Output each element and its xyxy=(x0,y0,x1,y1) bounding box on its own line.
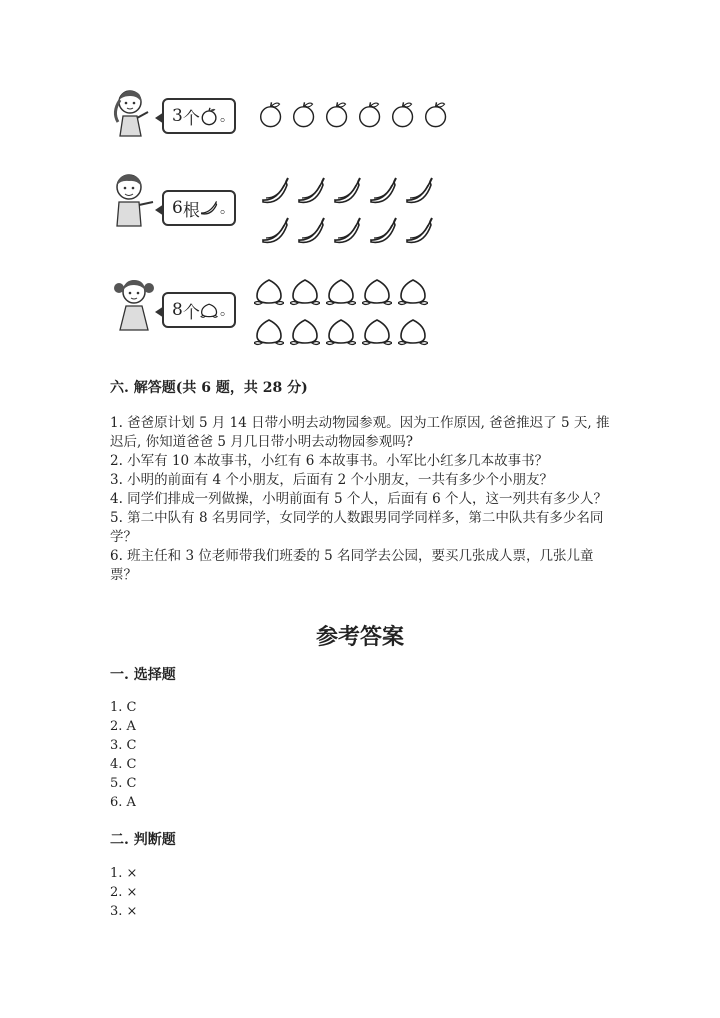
bubble-period: 。 xyxy=(220,303,234,319)
banana-icon xyxy=(368,214,398,246)
banana-group xyxy=(260,174,434,246)
answer-item: 5. C xyxy=(110,776,137,791)
apple-icon xyxy=(357,98,384,130)
peach-icon xyxy=(398,316,428,348)
answer-item: 1. × xyxy=(110,866,138,881)
answer-item: 2. × xyxy=(110,885,138,900)
peach-icon xyxy=(254,316,284,348)
count-bubble xyxy=(162,190,236,226)
answer-item: 6. A xyxy=(110,795,136,810)
peach-icon xyxy=(398,276,428,308)
bubble-count: 8 xyxy=(172,300,183,320)
bubble-period: 。 xyxy=(220,109,234,125)
apple-icon xyxy=(200,106,218,126)
answer-section-1-title: 一. 选择题 xyxy=(110,667,176,683)
question-item: 1. 爸爸原计划 5 月 14 日带小明去动物园参观。因为工作原因, 爸爸推迟了 5 天, 推迟后, 你知道爸爸 5 月几日带小明去动物园参观吗? xyxy=(110,415,610,450)
question-item: 2. 小军有 10 本故事书，小红有 6 本故事书。小军比小红多几本故事书？ xyxy=(110,453,549,469)
bubble-count: 3 xyxy=(172,106,183,126)
peach-icon xyxy=(362,276,392,308)
bubble-period: 。 xyxy=(220,201,234,217)
answer-item: 1. C xyxy=(110,700,137,715)
peach-icon xyxy=(362,316,392,348)
peach-icon xyxy=(326,316,356,348)
answer-key-title: 参考答案 xyxy=(315,625,404,650)
apple-icon xyxy=(423,98,450,130)
question-item: 4. 同学们排成一列做操，小明前面有 5 个人，后面有 6 个人，这一列共有多少人？ xyxy=(110,491,608,507)
banana-icon xyxy=(200,198,218,218)
question-item: 5. 第二中队有 8 名男同学，女同学的人数跟男同学同样多，第二中队共有多少名同学？ xyxy=(110,510,604,545)
answer-item: 2. A xyxy=(110,719,136,734)
answer-list-choice xyxy=(110,698,136,812)
bubble-count: 6 xyxy=(172,198,183,218)
apple-icon xyxy=(324,98,351,130)
boy-illustration xyxy=(105,172,161,230)
banana-icon xyxy=(404,214,434,246)
section-6-title: 六. 解答题(共 6 题，共 28 分) xyxy=(110,380,308,396)
question-list xyxy=(110,414,610,585)
peach-icon xyxy=(200,300,218,320)
answer-item: 3. C xyxy=(110,738,137,753)
apple-icon xyxy=(291,98,318,130)
girl-illustration xyxy=(108,88,160,140)
question-item: 6. 班主任和 3 位老师带我们班委的 5 名同学去公园，要买几张成人票，几张儿童票？ xyxy=(110,548,594,583)
banana-icon xyxy=(260,174,290,206)
banana-icon xyxy=(260,214,290,246)
banana-icon xyxy=(332,214,362,246)
banana-icon xyxy=(296,174,326,206)
bubble-unit: 根 xyxy=(182,200,200,221)
apple-group xyxy=(258,98,450,130)
bubble-unit: 个 xyxy=(182,302,200,323)
banana-icon xyxy=(368,174,398,206)
banana-icon xyxy=(404,174,434,206)
peach-icon xyxy=(290,316,320,348)
banana-icon xyxy=(296,214,326,246)
answer-section-2-title: 二. 判断题 xyxy=(110,832,176,848)
answer-item: 3. × xyxy=(110,904,138,919)
answer-list-judge xyxy=(110,864,137,921)
peach-icon xyxy=(254,276,284,308)
apple-icon xyxy=(258,98,285,130)
question-item: 3. 小明的前面有 4 个小朋友，后面有 2 个小朋友，一共有多少个小朋友？ xyxy=(110,472,554,488)
count-bubble xyxy=(162,98,236,134)
peach-group xyxy=(254,276,428,348)
answer-item: 4. C xyxy=(110,757,137,772)
apple-icon xyxy=(390,98,417,130)
bubble-unit: 个 xyxy=(182,108,200,129)
banana-icon xyxy=(332,174,362,206)
girl-illustration xyxy=(110,276,162,334)
peach-icon xyxy=(326,276,356,308)
peach-icon xyxy=(290,276,320,308)
count-bubble xyxy=(162,292,236,328)
